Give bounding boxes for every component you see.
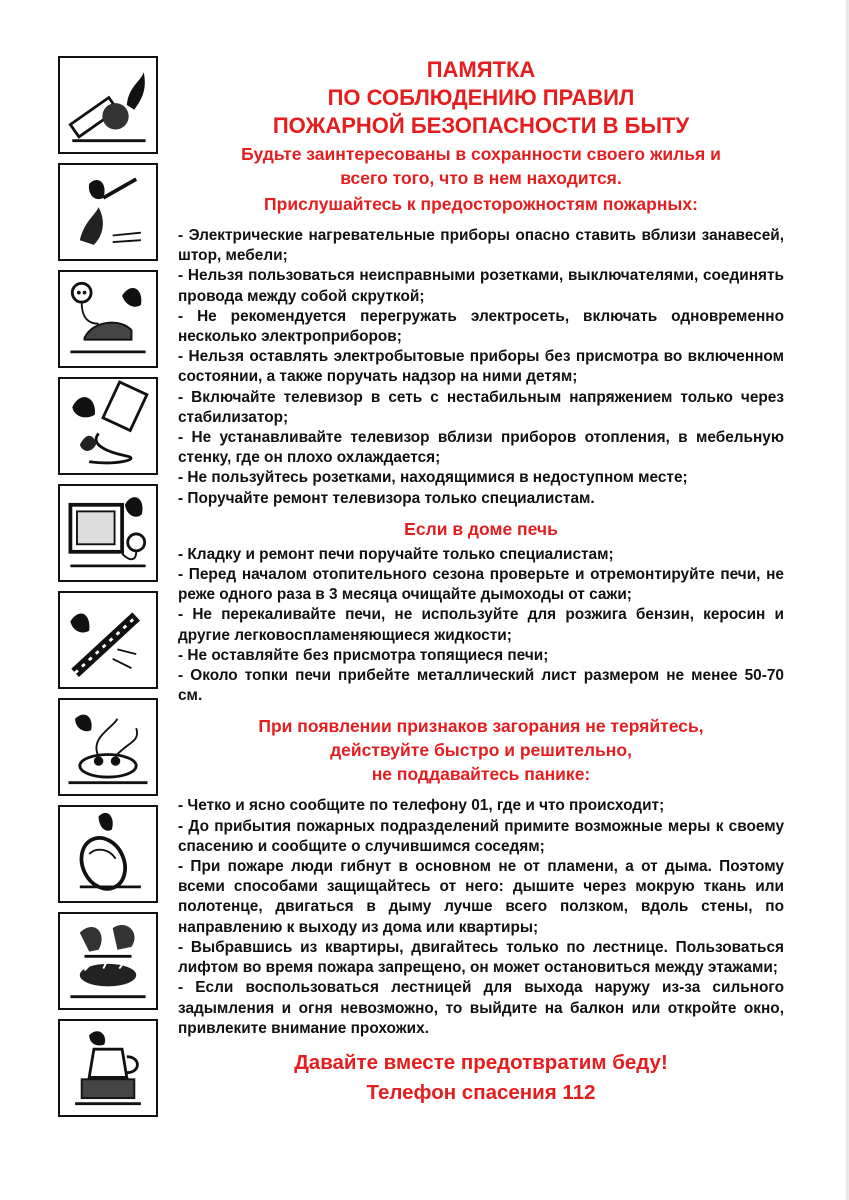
list-item: - Около топки печи прибейте металлический лист размером не менее 50-70 см. xyxy=(178,667,784,705)
intro-line-2: всего того, что в нем находится. xyxy=(340,168,622,188)
title-line-3: ПОЖАРНОЙ БЕЗОПАСНОСТИ В БЫТУ xyxy=(272,113,690,138)
stove-kettle-icon xyxy=(58,1019,158,1117)
gas-burner-icon xyxy=(58,912,158,1010)
closing-line-1: Давайте вместе предотвратим беду! xyxy=(294,1050,668,1074)
list-item: - Не перекаливайте печи, не используйте для розжига бензин, керосин и другие легковоспламеняющиеся жидкости; xyxy=(178,606,784,644)
fire-rules-list xyxy=(178,796,784,1038)
list-item: - Нельзя пользоваться неисправными розетками, выключателями, соединять провода между собой скруткой; xyxy=(178,267,784,305)
list-item: - Нельзя оставлять электробытовые приборы без присмотра во включенном состоянии, а также поручать надзор на ними детям; xyxy=(178,348,784,386)
list-item: - Поручайте ремонт телевизора только специалистам. xyxy=(178,489,595,507)
match-fire-icon xyxy=(58,163,158,261)
kerosene-lamp-icon xyxy=(58,805,158,903)
list-item: - Не пользуйтесь розетками, находящимися в недоступном месте; xyxy=(178,469,688,487)
emergency-phone: Телефон спасения 112 xyxy=(366,1080,596,1104)
list-item: - При пожаре люди гибнут в основном не от пламени, а от дыма. Поэтому всеми способами защищайтесь от него: дышите через мокрую ткань или полотенце, двигаться в дыму лучше всего ползком, вдоль стены, по направлению к выходу из дома или квартиры; xyxy=(178,858,784,936)
cigarette-fire-icon xyxy=(58,56,158,154)
list-item: - Выбравшись из квартиры, двигайтесь только по лестнице. Пользоваться лифтом во время пожара запрещено, он может остановиться между этажами; xyxy=(178,938,784,977)
fire-heading-line-1: При появлении признаков загорания не теряйтесь, xyxy=(258,716,704,737)
list-item: - Не устанавливайте телевизор вблизи приборов отопления, в мебельную стенку, где он плохо охлаждается; xyxy=(178,429,784,467)
list-item: - Не оставляйте без присмотра топящиеся печи; xyxy=(178,646,549,664)
fire-heading-line-3: не поддавайтесь панике: xyxy=(371,764,591,785)
burning-log-icon xyxy=(58,591,158,689)
electric-rules-list xyxy=(178,226,784,509)
list-item: - Перед началом отопительного сезона проверьте и отремонтируйте печи, не реже одного раза в 3 месяца очищайте дымоходы от сажи; xyxy=(178,566,784,604)
spilled-can-fire-icon xyxy=(58,377,158,475)
fire-heading-line-2: действуйте быстро и решительно, xyxy=(330,740,632,761)
list-item: - Если воспользоваться лестницей для выхода наружу из-за сильного задымления и огня невозможно, то выйдите на балкон или откройте окно, привлеките внимание прохожих. xyxy=(178,979,784,1037)
intro-line-3: Прислушайтесь к предосторожностям пожарных: xyxy=(264,194,698,214)
list-item: - Электрические нагревательные приборы опасно ставить вблизи занавесей, штор, мебели; xyxy=(178,227,784,265)
intro-line-1: Будьте заинтересованы в сохранности своего жилья и xyxy=(241,144,721,164)
stove-rules-list xyxy=(178,545,784,707)
main-content xyxy=(178,56,784,1107)
fire-heading xyxy=(178,714,784,786)
television-fire-icon xyxy=(58,484,158,582)
page-title xyxy=(178,56,784,140)
list-item: - Не рекомендуется перегружать электросеть, включать одновременно несколько электроприборов; xyxy=(178,307,784,346)
overloaded-outlet-icon xyxy=(58,698,158,796)
list-item: - Четко и ясно сообщите по телефону 01, где и что происходит; xyxy=(178,797,665,815)
list-item: - Кладку и ремонт печи поручайте только специалистам; xyxy=(178,545,614,563)
closing-block xyxy=(178,1049,784,1107)
title-line-2: ПО СОБЛЮДЕНИЮ ПРАВИЛ xyxy=(327,85,635,110)
list-item: - До прибытия пожарных подразделений примите возможные меры к своему спасению и сообщите о случившимся соседям; xyxy=(178,817,784,855)
stove-heading: Если в доме печь xyxy=(404,518,558,539)
title-line-1: ПАМЯТКА xyxy=(426,57,536,82)
intro-block xyxy=(178,142,784,216)
iron-outlet-fire-icon xyxy=(58,270,158,368)
list-item: - Включайте телевизор в сеть с нестабильным напряжением только через стабилизатор; xyxy=(178,388,784,426)
illustration-column xyxy=(58,56,160,1126)
